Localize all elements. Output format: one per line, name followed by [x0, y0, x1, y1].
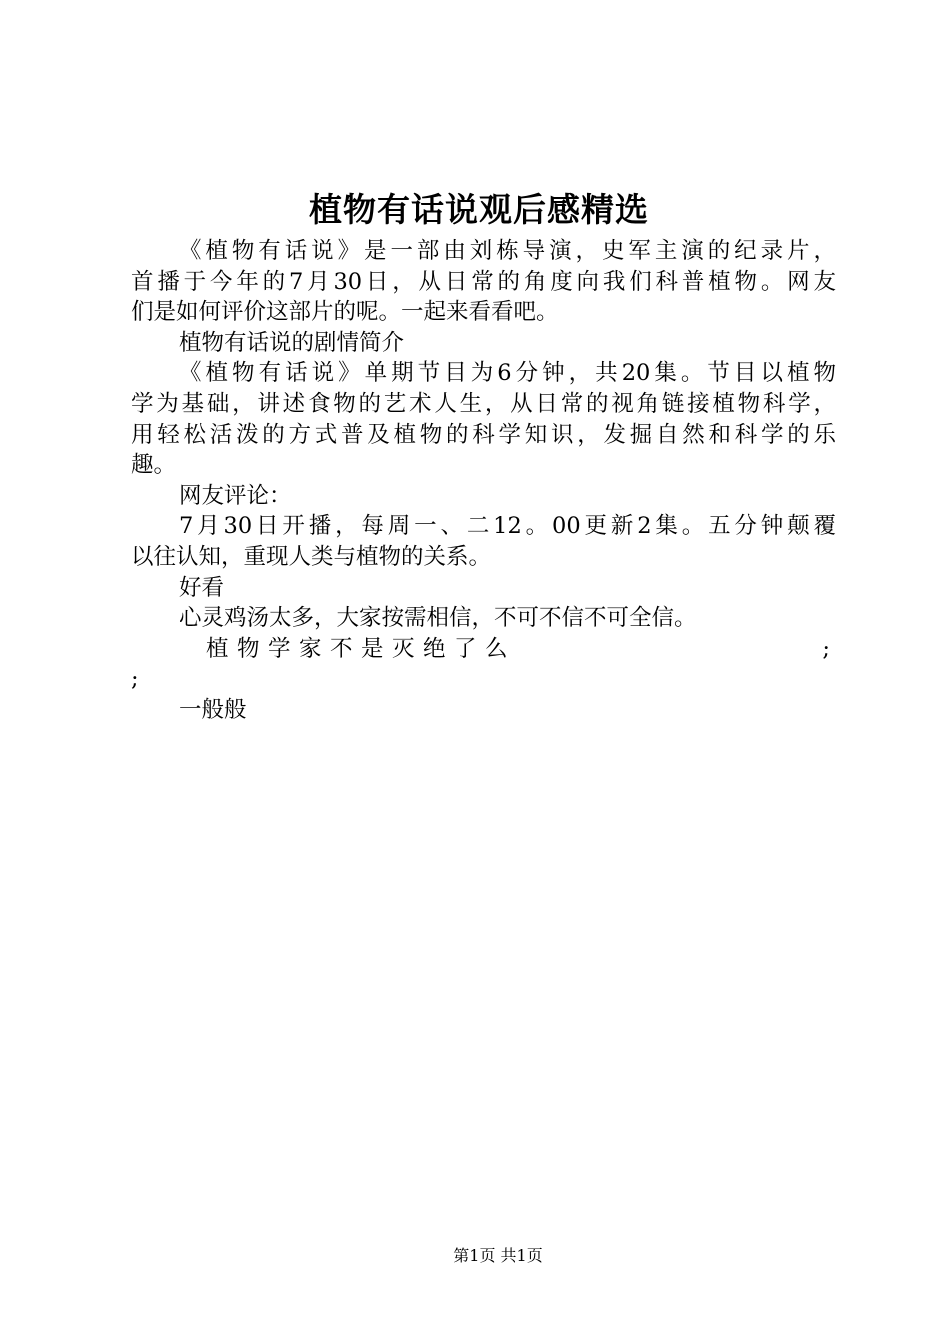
- orphan-semicolon: ;: [131, 666, 139, 693]
- synopsis-heading: 植物有话说的剧情简介: [179, 329, 405, 356]
- synopsis-paragraph: [131, 358, 836, 480]
- text-line: 《植物有话说》单期节目为6分钟，共20集。节目以植物: [179, 360, 836, 387]
- text-line: 用轻松活泼的方式普及植物的科学知识，发掘自然和科学的乐: [131, 421, 836, 448]
- document-title: 植物有话说观后感精选: [309, 190, 649, 229]
- text-line: 好看: [179, 574, 225, 601]
- text-line: 学为基础，讲述食物的艺术人生，从日常的视角链接植物科学，: [131, 390, 836, 417]
- spaced-comment-text: 植物学家不是灭绝了么: [206, 635, 517, 662]
- line-end-semicolon: ;: [822, 635, 830, 662]
- comment-paragraph: [131, 695, 836, 726]
- comment-paragraph: [131, 603, 836, 634]
- text-line: 一般般: [179, 696, 247, 723]
- text-line: 7月30日开播，每周一、二12。00更新2集。五分钟颠覆: [179, 513, 836, 540]
- document-body: [131, 236, 836, 726]
- comments-heading-paragraph: [131, 481, 836, 512]
- text-line: 趣。: [131, 452, 177, 479]
- comments-heading: 网友评论：: [179, 482, 292, 509]
- comment-paragraph: [131, 511, 836, 572]
- page-footer: 第1页 共1页: [453, 1246, 543, 1265]
- comment-paragraph: [131, 634, 836, 695]
- text-line: 心灵鸡汤太多，大家按需相信，不可不信不可全信。: [179, 605, 697, 632]
- text-line: 《植物有话说》是一部由刘栋导演，史军主演的纪录片，: [179, 238, 836, 264]
- text-line: 们是如何评价这部片的呢。一起来看看吧。: [131, 299, 559, 326]
- comment-paragraph: [131, 573, 836, 604]
- text-line: 首播于今年的7月30日，从日常的角度向我们科普植物。网友: [131, 268, 836, 295]
- synopsis-heading-paragraph: [131, 328, 836, 359]
- text-line: 以往认知，重现人类与植物的关系。: [131, 543, 492, 570]
- spaced-text-line: [131, 634, 836, 665]
- intro-paragraph: [131, 236, 836, 328]
